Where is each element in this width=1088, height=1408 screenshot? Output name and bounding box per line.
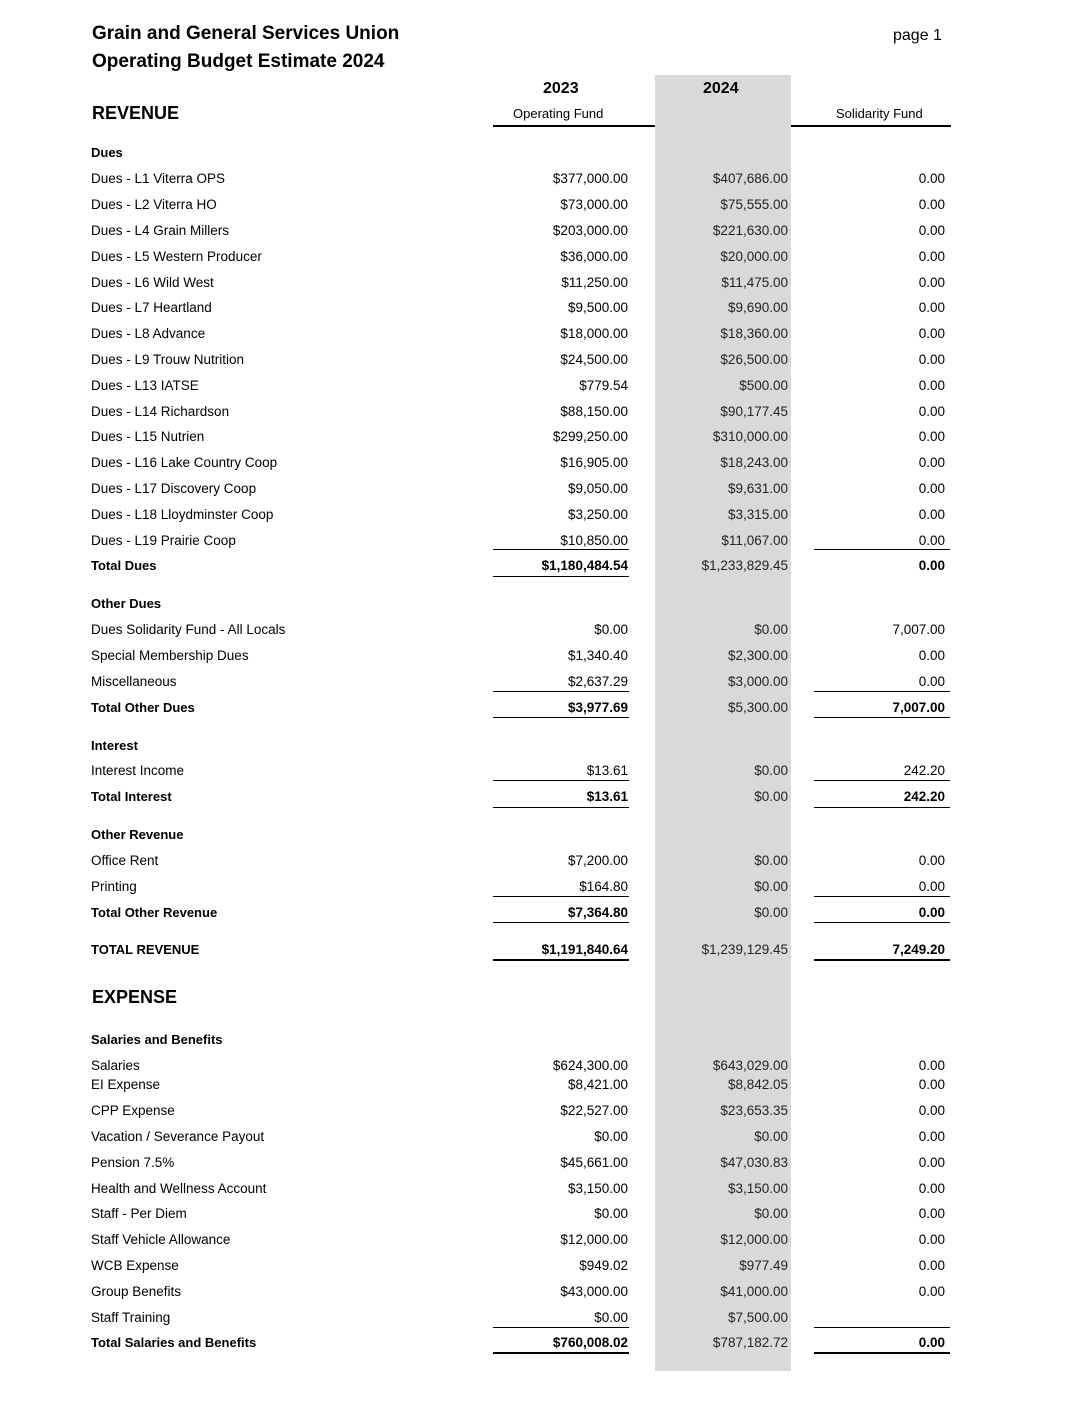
header-rule-solidarity <box>791 125 951 127</box>
row-label: Special Membership Dues <box>91 648 249 663</box>
value-2024: $0.00 <box>754 763 788 778</box>
value-2024: $8,842.05 <box>727 1077 788 1092</box>
row-label: Total Other Revenue <box>91 905 218 920</box>
row-label: Dues - L6 Wild West <box>91 275 214 290</box>
value-solidarity: 0.00 <box>918 674 945 689</box>
value-2024: $221,630.00 <box>712 223 788 238</box>
table-row <box>0 1103 1088 1121</box>
value-2023: $0.00 <box>594 1206 628 1221</box>
table-row <box>0 1284 1088 1302</box>
total-row <box>0 558 1088 576</box>
value-solidarity: 0.00 <box>918 853 945 868</box>
org-title: Grain and General Services Union <box>92 23 400 44</box>
total-row <box>0 942 1088 960</box>
table-row <box>0 1058 1088 1076</box>
total-underline <box>493 922 629 923</box>
value-2024: $11,475.00 <box>721 275 788 290</box>
subtotal-rule <box>814 691 950 692</box>
table-row <box>0 352 1088 370</box>
value-2023: $377,000.00 <box>552 171 628 186</box>
section-subheading <box>0 596 1088 614</box>
value-solidarity: 0.00 <box>918 481 945 496</box>
value-solidarity: 0.00 <box>918 1077 945 1092</box>
value-solidarity: 0.00 <box>918 249 945 264</box>
total-underline <box>493 1352 629 1354</box>
table-row <box>0 481 1088 499</box>
value-2023: $299,250.00 <box>552 429 628 444</box>
table-row <box>0 622 1088 640</box>
row-label: Total Salaries and Benefits <box>91 1335 257 1350</box>
value-2024: $18,360.00 <box>720 326 788 341</box>
value-solidarity: 0.00 <box>918 905 945 920</box>
table-row <box>0 853 1088 871</box>
subheading-label: Other Dues <box>91 596 162 611</box>
value-2024: $977.49 <box>739 1258 788 1273</box>
value-2024: $11,067.00 <box>721 533 788 548</box>
value-2023: $0.00 <box>594 1129 628 1144</box>
table-row <box>0 378 1088 396</box>
year-2024-header: 2024 <box>703 80 739 97</box>
value-2024: $407,686.00 <box>712 171 788 186</box>
value-solidarity: 0.00 <box>918 197 945 212</box>
value-2024: $47,030.83 <box>720 1155 788 1170</box>
total-row <box>0 905 1088 923</box>
table-row <box>0 1310 1088 1328</box>
table-row <box>0 1206 1088 1224</box>
subheading-label: Other Revenue <box>91 827 184 842</box>
row-label: Dues - L17 Discovery Coop <box>91 481 257 496</box>
value-2023: $2,637.29 <box>567 674 628 689</box>
value-solidarity: 7,007.00 <box>892 700 945 715</box>
value-2023: $13.61 <box>586 763 628 778</box>
total-underline <box>493 807 629 808</box>
value-2024: $2,300.00 <box>727 648 788 663</box>
row-label: Dues - L14 Richardson <box>91 404 230 419</box>
value-2024: $310,000.00 <box>712 429 788 444</box>
value-2024: $0.00 <box>754 905 788 920</box>
value-2024: $5,300.00 <box>727 700 788 715</box>
value-2024: $0.00 <box>754 1129 788 1144</box>
document-title: Operating Budget Estimate 2024 <box>92 51 385 72</box>
total-underline <box>814 922 950 923</box>
operating-fund-header: Operating Fund <box>513 106 604 121</box>
total-underline <box>493 576 629 577</box>
value-2023: $3,977.69 <box>567 700 628 715</box>
value-2024: $0.00 <box>754 622 788 637</box>
value-2023: $0.00 <box>594 1310 628 1325</box>
value-solidarity: 0.00 <box>918 558 945 573</box>
row-label: Dues - L18 Lloydminster Coop <box>91 507 274 522</box>
row-label: Vacation / Severance Payout <box>91 1129 265 1144</box>
row-label: TOTAL REVENUE <box>91 942 200 957</box>
value-2024: $1,233,829.45 <box>701 558 788 573</box>
row-label: Dues - L15 Nutrien <box>91 429 205 444</box>
value-solidarity: 0.00 <box>918 1058 945 1073</box>
value-solidarity: 0.00 <box>918 1335 945 1350</box>
subtotal-rule <box>814 1327 950 1328</box>
value-2024: $75,555.00 <box>720 197 788 212</box>
row-label: Staff Vehicle Allowance <box>91 1232 231 1247</box>
value-2023: $45,661.00 <box>560 1155 628 1170</box>
section-subheading <box>0 145 1088 163</box>
table-row <box>0 507 1088 525</box>
value-solidarity: 0.00 <box>918 455 945 470</box>
total-underline <box>814 959 950 961</box>
value-2023: $18,000.00 <box>560 326 628 341</box>
row-label: Dues - L4 Grain Millers <box>91 223 230 238</box>
page-number: page 1 <box>893 27 942 44</box>
table-row <box>0 1181 1088 1199</box>
value-2023: $24,500.00 <box>560 352 628 367</box>
table-row <box>0 404 1088 422</box>
value-2023: $3,250.00 <box>567 507 628 522</box>
subtotal-rule <box>493 549 629 550</box>
value-2024: $0.00 <box>754 879 788 894</box>
value-2023: $16,905.00 <box>560 455 628 470</box>
row-label: Total Other Dues <box>91 700 195 715</box>
value-solidarity: 0.00 <box>918 404 945 419</box>
table-row <box>0 674 1088 692</box>
total-underline <box>814 807 950 808</box>
value-solidarity: 7,249.20 <box>892 942 945 957</box>
value-2024: $90,177.45 <box>720 404 788 419</box>
value-solidarity: 7,007.00 <box>892 622 945 637</box>
value-2023: $9,500.00 <box>567 300 628 315</box>
value-2023: $13.61 <box>586 789 628 804</box>
subtotal-rule <box>814 780 950 781</box>
subtotal-rule <box>814 896 950 897</box>
value-2023: $7,364.80 <box>567 905 628 920</box>
value-2023: $1,191,840.64 <box>541 942 628 957</box>
value-solidarity: 0.00 <box>918 1103 945 1118</box>
value-solidarity: 0.00 <box>918 1258 945 1273</box>
value-2024: $20,000.00 <box>720 249 788 264</box>
value-2023: $36,000.00 <box>560 249 628 264</box>
value-2023: $624,300.00 <box>552 1058 628 1073</box>
value-solidarity: 0.00 <box>918 1155 945 1170</box>
value-2023: $10,850.00 <box>560 533 628 548</box>
value-2024: $0.00 <box>754 1206 788 1221</box>
row-label: Office Rent <box>91 853 159 868</box>
subheading-label: Salaries and Benefits <box>91 1032 223 1047</box>
value-solidarity: 0.00 <box>918 326 945 341</box>
value-solidarity: 0.00 <box>918 300 945 315</box>
subheading-label: Interest <box>91 738 138 753</box>
year-2023-header: 2023 <box>543 80 579 97</box>
row-label: Interest Income <box>91 763 185 778</box>
value-2024: $9,690.00 <box>727 300 788 315</box>
row-label: CPP Expense <box>91 1103 175 1118</box>
value-solidarity: 0.00 <box>918 275 945 290</box>
value-2023: $3,150.00 <box>567 1181 628 1196</box>
value-2023: $11,250.00 <box>561 275 628 290</box>
value-solidarity: 0.00 <box>918 507 945 522</box>
value-2024: $9,631.00 <box>727 481 788 496</box>
row-label: EI Expense <box>91 1077 161 1092</box>
row-label: Salaries <box>91 1058 140 1073</box>
solidarity-fund-header: Solidarity Fund <box>836 106 923 121</box>
value-2023: $1,340.40 <box>567 648 628 663</box>
value-2023: $7,200.00 <box>567 853 628 868</box>
value-2024: $0.00 <box>754 789 788 804</box>
value-solidarity: 0.00 <box>918 378 945 393</box>
total-row <box>0 1335 1088 1353</box>
row-label: Dues - L9 Trouw Nutrition <box>91 352 245 367</box>
total-row <box>0 789 1088 807</box>
value-2023: $88,150.00 <box>560 404 628 419</box>
row-label: Dues - L16 Lake Country Coop <box>91 455 278 470</box>
value-2023: $760,008.02 <box>552 1335 628 1350</box>
value-2023: $43,000.00 <box>560 1284 628 1299</box>
table-row <box>0 1077 1088 1095</box>
row-label: Dues - L19 Prairie Coop <box>91 533 236 548</box>
section-subheading <box>0 738 1088 756</box>
value-2024: $23,653.35 <box>720 1103 788 1118</box>
value-2024: $500.00 <box>739 378 788 393</box>
row-label: Dues - L2 Viterra HO <box>91 197 217 212</box>
table-row <box>0 249 1088 267</box>
value-2023: $203,000.00 <box>552 223 628 238</box>
value-solidarity: 242.20 <box>903 789 945 804</box>
section-subheading <box>0 827 1088 845</box>
value-solidarity: 0.00 <box>918 533 945 548</box>
expense-heading: EXPENSE <box>92 987 178 1007</box>
total-underline <box>493 717 629 718</box>
value-2023: $73,000.00 <box>560 197 628 212</box>
value-2024: $3,000.00 <box>727 674 788 689</box>
value-2024: $643,029.00 <box>712 1058 788 1073</box>
value-2024: $1,239,129.45 <box>701 942 788 957</box>
value-2023: $8,421.00 <box>567 1077 628 1092</box>
row-label: Printing <box>91 879 137 894</box>
table-row <box>0 429 1088 447</box>
value-solidarity: 0.00 <box>918 223 945 238</box>
row-label: Dues - L1 Viterra OPS <box>91 171 226 186</box>
value-solidarity: 0.00 <box>918 1206 945 1221</box>
value-solidarity: 0.00 <box>918 1129 945 1144</box>
subheading-label: Dues <box>91 145 123 160</box>
table-row <box>0 300 1088 318</box>
value-2024: $26,500.00 <box>720 352 788 367</box>
table-row <box>0 223 1088 241</box>
value-2023: $1,180,484.54 <box>541 558 628 573</box>
subtotal-rule <box>814 549 950 550</box>
value-2024: $787,182.72 <box>712 1335 788 1350</box>
value-2024: $0.00 <box>754 853 788 868</box>
value-2024: $3,150.00 <box>727 1181 788 1196</box>
value-solidarity: 0.00 <box>918 1232 945 1247</box>
subtotal-rule <box>493 896 629 897</box>
value-2024: $41,000.00 <box>720 1284 788 1299</box>
value-2024: $12,000.00 <box>720 1232 788 1247</box>
row-label: Health and Wellness Account <box>91 1181 267 1196</box>
value-solidarity: 0.00 <box>918 1284 945 1299</box>
table-row <box>0 275 1088 293</box>
value-2023: $949.02 <box>579 1258 628 1273</box>
value-2024: $3,315.00 <box>727 507 788 522</box>
table-row <box>0 1129 1088 1147</box>
table-row <box>0 1258 1088 1276</box>
row-label: Dues - L7 Heartland <box>91 300 212 315</box>
value-solidarity: 0.00 <box>918 879 945 894</box>
row-label: Pension 7.5% <box>91 1155 175 1170</box>
value-2023: $779.54 <box>579 378 628 393</box>
table-row <box>0 455 1088 473</box>
row-label: Staff Training <box>91 1310 171 1325</box>
value-solidarity: 0.00 <box>918 352 945 367</box>
subtotal-rule <box>493 691 629 692</box>
section-subheading <box>0 1032 1088 1050</box>
value-solidarity: 0.00 <box>918 1181 945 1196</box>
total-underline <box>493 959 629 961</box>
value-2023: $22,527.00 <box>560 1103 628 1118</box>
revenue-heading: REVENUE <box>92 103 180 123</box>
value-2023: $0.00 <box>594 622 628 637</box>
value-solidarity: 0.00 <box>918 648 945 663</box>
table-row <box>0 197 1088 215</box>
subtotal-rule <box>493 780 629 781</box>
table-row <box>0 326 1088 344</box>
table-row <box>0 648 1088 666</box>
column-2024-shading <box>655 75 791 1371</box>
value-2023: $164.80 <box>579 879 628 894</box>
value-2023: $9,050.00 <box>567 481 628 496</box>
total-underline <box>814 717 950 718</box>
row-label: Total Dues <box>91 558 157 573</box>
row-label: Dues Solidarity Fund - All Locals <box>91 622 286 637</box>
table-row <box>0 1232 1088 1250</box>
value-2024: $18,243.00 <box>720 455 788 470</box>
value-2023: $12,000.00 <box>560 1232 628 1247</box>
total-row <box>0 700 1088 718</box>
subtotal-rule <box>493 1327 629 1328</box>
value-solidarity: 242.20 <box>903 763 945 778</box>
table-row <box>0 171 1088 189</box>
header-rule-operating <box>493 125 655 127</box>
row-label: Dues - L13 IATSE <box>91 378 199 393</box>
value-solidarity: 0.00 <box>918 429 945 444</box>
row-label: Miscellaneous <box>91 674 177 689</box>
row-label: Dues - L5 Western Producer <box>91 249 262 264</box>
table-row <box>0 763 1088 781</box>
row-label: WCB Expense <box>91 1258 179 1273</box>
row-label: Total Interest <box>91 789 172 804</box>
value-2024: $7,500.00 <box>727 1310 788 1325</box>
value-solidarity: 0.00 <box>918 171 945 186</box>
row-label: Group Benefits <box>91 1284 182 1299</box>
table-row <box>0 1155 1088 1173</box>
row-label: Staff - Per Diem <box>91 1206 187 1221</box>
row-label: Dues - L8 Advance <box>91 326 206 341</box>
total-underline <box>814 1352 950 1354</box>
table-row <box>0 879 1088 897</box>
